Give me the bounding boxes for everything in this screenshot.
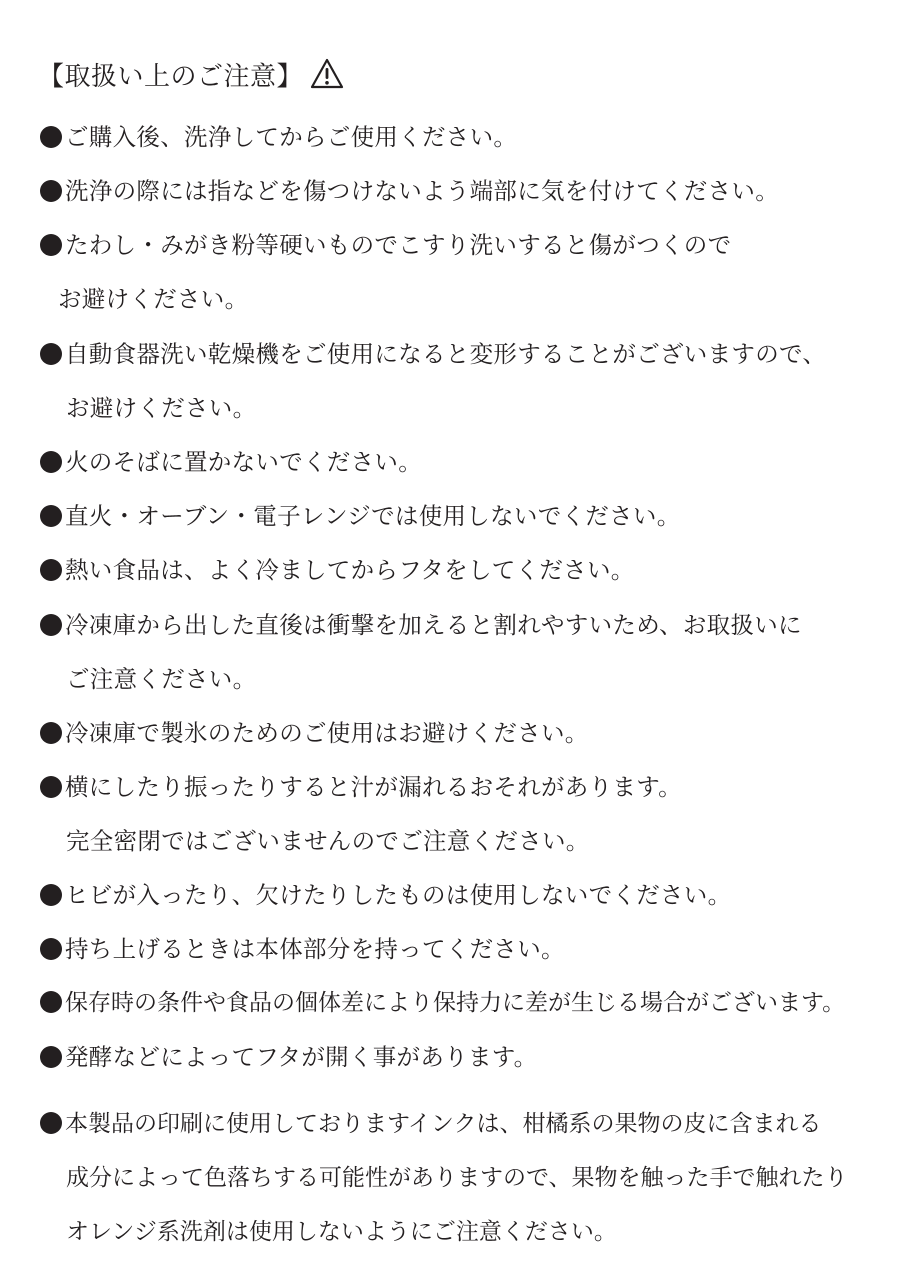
note-item	[40, 988, 845, 1018]
page-title: 【取扱い上のご注意】	[38, 61, 304, 92]
note-continuation: 成分によって色落ちする可能性がありますので、果物を触った手で触れたり	[66, 1165, 848, 1191]
note-continuation: お避けください。	[66, 394, 257, 422]
note-item	[40, 610, 802, 640]
note-text: 冷凍庫で製氷のためのご使用はお避けください。	[65, 719, 589, 747]
note-text: ヒビが入ったり、欠けたりしたものは使用しないでください。	[65, 881, 732, 909]
note-item	[40, 718, 589, 748]
note-item	[40, 230, 731, 260]
note-continuation: お避けください。	[58, 285, 249, 313]
bullet-icon	[40, 938, 62, 960]
note-text: ご購入後、洗浄してからご使用ください。	[65, 123, 518, 151]
note-text: 自動食器洗い乾燥機をご使用になると変形することがございますので、	[65, 340, 827, 368]
note-item	[40, 1109, 821, 1139]
note-text: 発酵などによってフタが開く事があります。	[65, 1043, 538, 1071]
note-text: たわし・みがき粉等硬いものでこすり洗いすると傷がつくので	[65, 231, 732, 259]
note-text: 冷凍庫から出した直後は衝撃を加えると割れやすいため、お取扱いに	[65, 611, 802, 639]
bullet-icon	[40, 559, 62, 581]
note-text: 洗浄の際には指などを傷つけないよう端部に気を付けてください。	[65, 177, 779, 205]
note-item	[40, 772, 682, 802]
bullet-icon	[40, 884, 62, 906]
bullet-icon	[40, 614, 62, 636]
note-text: 熱い食品は、よく冷ましてからフタをしてください。	[65, 556, 635, 584]
bullet-icon	[40, 234, 62, 256]
note-continuation: 完全密閉ではございませんのでご注意ください。	[66, 827, 590, 855]
note-item	[40, 934, 565, 964]
bullet-icon	[40, 1112, 62, 1134]
page-title-row	[38, 52, 345, 96]
note-text: 火のそばに置かないでください。	[65, 448, 422, 476]
note-item	[40, 447, 422, 477]
note-item	[40, 880, 731, 910]
note-item	[40, 176, 779, 206]
bullet-icon	[40, 180, 62, 202]
note-text: 保存時の条件や食品の個体差により保持力に差が生じる場合がございます。	[65, 990, 846, 1016]
bullet-icon	[40, 343, 62, 365]
note-continuation: ご注意ください。	[66, 665, 257, 693]
bullet-icon	[40, 991, 62, 1013]
note-text: 直火・オーブン・電子レンジでは使用しないでください。	[65, 502, 681, 530]
note-item	[40, 555, 635, 585]
note-text: 横にしたり振ったりすると汁が漏れるおそれがあります。	[65, 773, 682, 801]
note-item	[40, 339, 826, 369]
bullet-icon	[40, 505, 62, 527]
note-item	[40, 501, 681, 531]
warning-triangle-icon	[309, 57, 345, 91]
note-text: 本製品の印刷に使用しておりますインクは、柑橘系の果物の皮に含まれる	[65, 1111, 822, 1137]
note-item	[40, 122, 517, 152]
bullet-icon	[40, 722, 62, 744]
note-continuation: オレンジ系洗剤は使用しないようにご注意ください。	[66, 1219, 617, 1245]
note-text: 持ち上げるときは本体部分を持ってください。	[65, 935, 565, 963]
bullet-icon	[40, 126, 62, 148]
bullet-icon	[40, 451, 62, 473]
note-item	[40, 1042, 537, 1072]
bullet-icon	[40, 1046, 62, 1068]
bullet-icon	[40, 776, 62, 798]
